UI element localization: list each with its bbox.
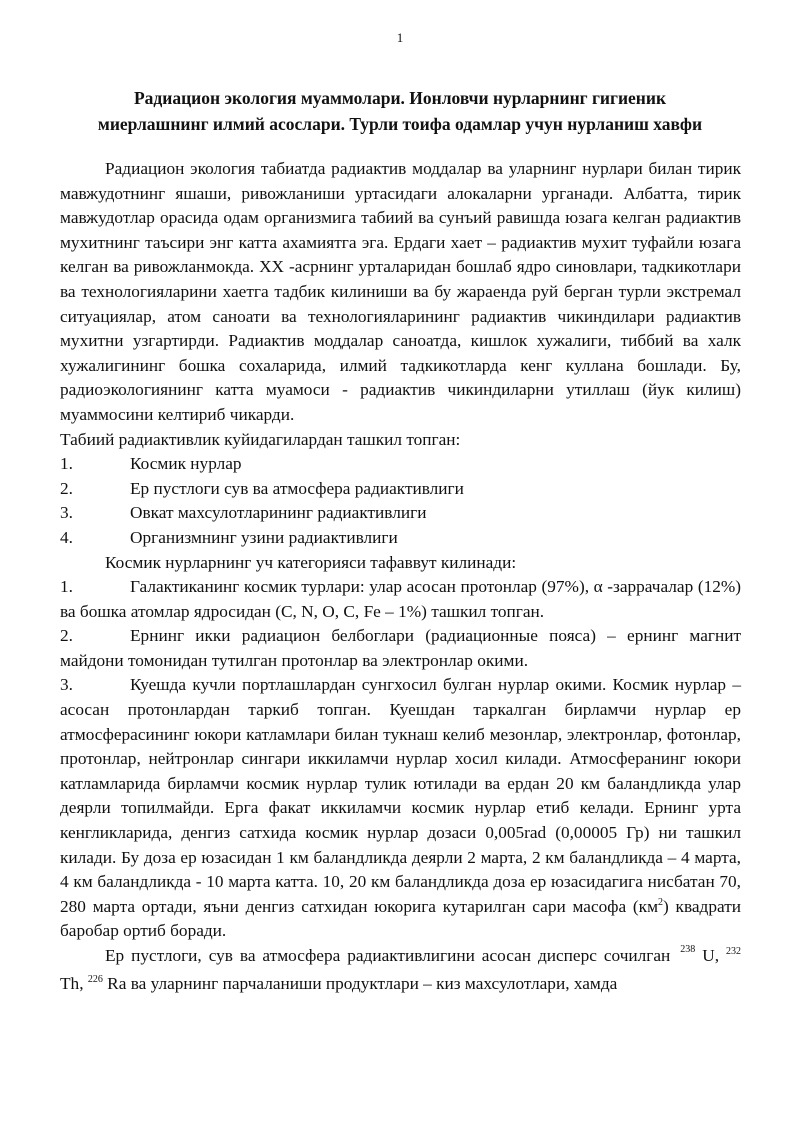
- title-line-1: Радиацион экология муаммолари. Ионловчи нурларнинг гигиеник: [133, 88, 667, 108]
- cosmic-item-text: Ернинг икки радиацион белбоглари (радиационные пояса) – ернинг магнит майдони томонидан тутилган протонлар ва электронлар окими.: [60, 626, 741, 670]
- list-item-text: Овкат махсулотларининг радиактивлиги: [130, 503, 427, 523]
- document-body: [60, 157, 741, 996]
- list-item-number: 3.: [60, 503, 73, 523]
- last-paragraph-text: Ер пустлоги, сув ва атмосфера радиактивлигини асосан дисперс сочилган: [105, 946, 671, 965]
- last-paragraph-text-end: ва уларнинг парчаланиши продуктлари – киз махсулотлари, хамда: [126, 973, 618, 993]
- isotope-mass-u: 238: [680, 944, 696, 955]
- list-item-number: 2.: [60, 478, 73, 498]
- list-item-number: 4.: [60, 527, 73, 547]
- last-paragraph: [60, 944, 741, 996]
- isotope-th: Th,: [60, 973, 88, 993]
- cosmic-item-text: Куешда кучли портлашлардан сунгхосил булган нурлар окими. Космик нурлар – асосан протонлардан таркиб топган. Куешдан таркалган бирламчи нурлар ер атмосферасининг юкори катламлари билан тукнаш келиб мезонлар, электронлар, фотонлар, протонлар, нейтронлар сингари иккиламчи нурлар хосил килади. Атмосферанинг юкори катламларида бирламчи космик нурлар тулик ютилади ва ердан 20 км баландликда улар деярли топилмайди. Ерга факат иккиламчи космик нурлар етиб келади. Ернинг урта кенгликларида, денгиз сатхида космик нурлар дозаси 0,005rad (0,00005 Гр) ни ташкил килади. Бу доза ер юзасидан 1 км баландликда деярли 2 марта, 2 км баландликда – 4 марта, 4 км баландликда - 10 марта катта. 10, 20 км баландликда доза ер юзасидагига нисбатан 70, 280 марта ортади, яъни денгиз сатхидан юкорига кутарилган сари масофа (км: [60, 675, 741, 916]
- list-item: [60, 477, 741, 502]
- isotope-mass-ra: 226: [87, 973, 103, 985]
- list-item-text: Организмнинг узини радиактивлиги: [130, 527, 398, 547]
- intro-paragraph: Радиацион экология табиатда радиактив моддалар ва уларнинг нурлари билан тирик мавжудотнинг яшаши, ривожланиши уртасидаги алокаларни урганади. Албатта, тирик мавжудотлар орасида одам организмига табиий ва сунъий равишда юзага келган радиактив мухитнинг таъсири энг катта ахамиятга эга. Ердаги хает – радиактив мухит туфайли юзага келган ва ривожланмокда. XX -асрнинг урталаридан бошлаб ядро синовлари, тадкикотлари ва технологияларини хаетга тадбик килиниши ва бу жараенда руй берган турли экстремал ситуациялар, атом саноати ва технологияларининг радиактив чикиндилари радиактив мухитни узгартирди. Радиактив моддалар саноатда, кишлок хужалиги, тиббий ва халк хужалигининг бошка сохаларида, илмий тадкикотларда кенг куллана бошлади. Бу, радиоэкологиянинг катта муамоси - радиактив чикиндиларни утиллаш (йук килиш) муаммосини келтириб чикарди.: [60, 159, 741, 424]
- cosmic-item-number: 3.: [60, 675, 73, 695]
- list-item-text: Ер пустлоги сув ва атмосфера радиактивлиги: [130, 478, 464, 498]
- cosmic-item: [60, 575, 741, 624]
- cosmic-item-number: 1.: [60, 577, 73, 597]
- page-number: 1: [396, 30, 404, 45]
- list-item: [60, 526, 741, 551]
- document-title: [60, 85, 740, 137]
- isotope-u: U,: [702, 946, 726, 965]
- cosmic-item: [60, 673, 741, 944]
- list-item-number: 1.: [60, 454, 73, 474]
- natural-sources-heading: Табиий радиактивлик куйидагилардан ташкил топган:: [60, 429, 461, 449]
- isotope-ra: Ra: [107, 973, 127, 993]
- isotope-mass-th: 232: [726, 946, 741, 958]
- cosmic-heading: Космик нурларнинг уч категорияси тафаввут килинади:: [105, 552, 517, 572]
- natural-sources-list: [60, 452, 741, 550]
- cosmic-item-text-end: ) квадрати баробар ортиб боради.: [60, 896, 741, 941]
- cosmic-item-text: Галактиканинг космик турлари: улар асосан протонлар (97%), α -заррачалар (12%) ва бошка атомлар ядросидан (C, N, O, C, Fe – 1%) ташкил топган.: [60, 577, 741, 621]
- list-item: [60, 452, 741, 477]
- cosmic-item-number: 2.: [60, 626, 73, 646]
- list-item: [60, 501, 741, 526]
- title-line-2: миерлашнинг илмий асослари. Турли тоифа одамлар учун нурланиш хавфи: [97, 114, 703, 134]
- list-item-text: Космик нурлар: [130, 454, 242, 474]
- cosmic-item: [60, 624, 741, 673]
- superscript: 2: [658, 897, 664, 909]
